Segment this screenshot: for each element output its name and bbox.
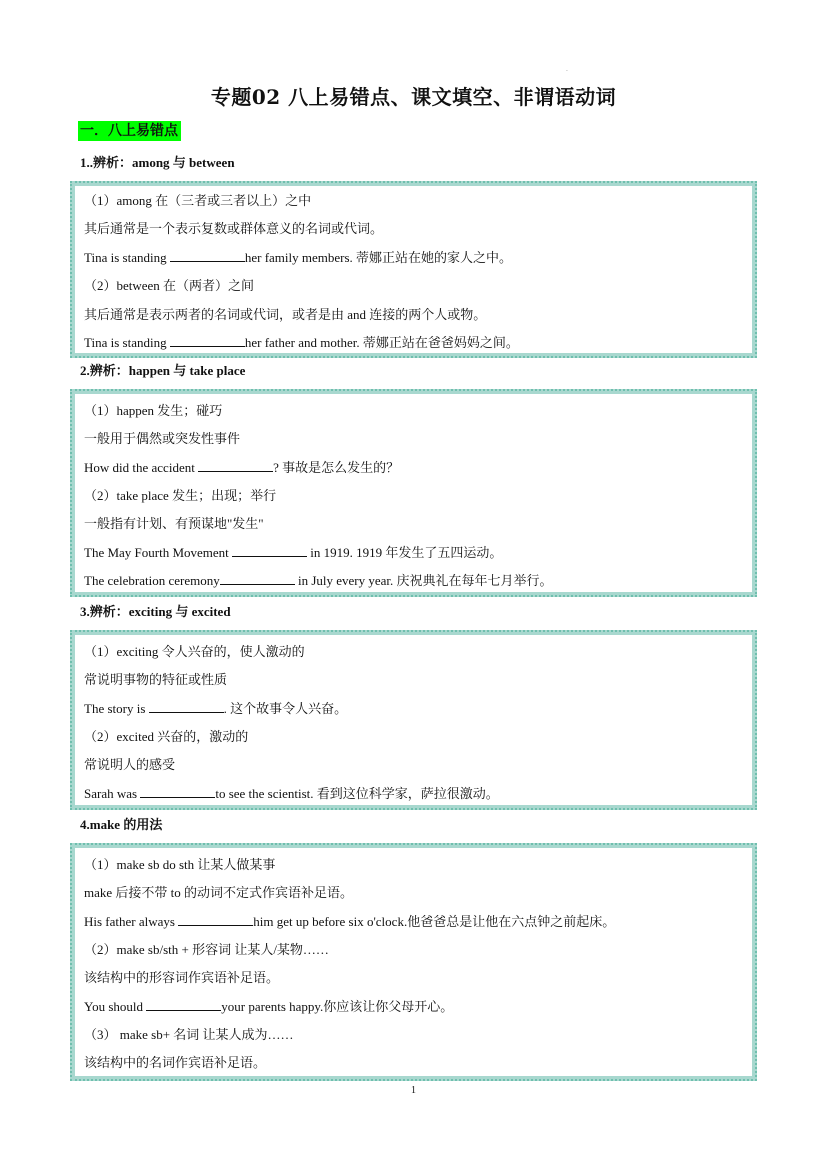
item-box-2 [70, 389, 757, 597]
item-line [84, 1024, 294, 1043]
item-line [84, 570, 553, 589]
item-line [84, 190, 311, 209]
line-text: How did the accident [84, 460, 199, 475]
line-text: in July every year. 庆祝典礼在每年七月举行。 [294, 573, 553, 588]
line-text: to see the scientist. 看到这位科学家，萨拉很激动。 [215, 786, 499, 801]
item-line [84, 275, 254, 294]
line-text: （3） make sb+ 名词 让某人成为…… [84, 1027, 294, 1042]
line-text: your parents happy.你应该让你父母开心。 [221, 999, 454, 1014]
line-text: Sarah was [84, 786, 141, 801]
item-line [84, 513, 264, 532]
item-line [84, 485, 276, 504]
line-text: ? 事故是怎么发生的？ [273, 460, 400, 475]
item-box-4 [70, 843, 757, 1081]
item-line [84, 428, 240, 447]
line-text: Tina is standing [84, 250, 170, 265]
line-text: her family members. 蒂娜正站在她的家人之中。 [244, 250, 513, 265]
item-line [84, 967, 279, 986]
item-line [84, 698, 347, 717]
line-text: The celebration ceremony [84, 573, 220, 588]
fill-in-blank[interactable] [170, 250, 245, 262]
line-text: in 1919. 1919 年发生了五四运动。 [307, 545, 503, 560]
line-text: The May Fourth Movement [84, 545, 233, 560]
line-text: （1）happen 发生；碰巧 [84, 403, 223, 418]
item-line [84, 1052, 266, 1071]
line-text: 一般指有计划、有预谋地"发生" [84, 516, 264, 531]
item-box-1 [70, 181, 757, 358]
item-line [84, 882, 353, 901]
fill-in-blank[interactable] [220, 573, 295, 585]
fill-in-blank[interactable] [146, 999, 221, 1011]
line-text: . 这个故事令人兴奋。 [223, 701, 348, 716]
section-heading: 一．八上易错点 [78, 121, 181, 141]
item-line [84, 304, 486, 323]
line-text: The story is [84, 701, 149, 716]
item-line [84, 939, 329, 958]
item-heading-3: 3.辨析：exciting 与 excited [80, 604, 231, 619]
item-line [84, 400, 222, 419]
line-text: You should [84, 999, 147, 1014]
line-text: her father and mother. 蒂娜正站在爸爸妈妈之间。 [244, 335, 519, 350]
line-text: His father always [84, 914, 179, 929]
fill-in-blank[interactable] [140, 786, 215, 798]
item-line [84, 996, 453, 1015]
item-line [84, 911, 615, 930]
line-text: make 后接不带 to 的动词不定式作宾语补足语。 [84, 885, 354, 900]
item-line [84, 726, 248, 745]
decorative-dot: . [566, 66, 568, 73]
line-text: 一般用于偶然或突发性事件 [84, 431, 241, 446]
line-text: （2）between 在（两者）之间 [84, 278, 255, 293]
line-text: （1）among 在（三者或三者以上）之中 [84, 193, 312, 208]
line-text: him get up before six o'clock.他爸爸总是让他在六点钟之前起床。 [253, 914, 616, 929]
item-box-3 [70, 630, 757, 810]
line-text: 该结构中的名词作宾语补足语。 [84, 1055, 267, 1070]
page-title: 专题02 八上易错点、课文填空、非谓语动词 [210, 85, 617, 109]
line-text: 该结构中的形容词作宾语补足语。 [84, 970, 280, 985]
line-text: （1）make sb do sth 让某人做某事 [84, 857, 276, 872]
item-heading-1: 1..辨析：among 与 between [80, 155, 235, 170]
line-text: 其后通常是表示两者的名词或代词，或者是由 and 连接的两个人或物。 [84, 307, 487, 322]
item-line [84, 332, 519, 351]
fill-in-blank[interactable] [178, 914, 253, 926]
item-line [84, 754, 175, 773]
line-text: （2）take place 发生；出现；举行 [84, 488, 277, 503]
item-line [84, 457, 399, 476]
line-text: 其后通常是一个表示复数或群体意义的名词或代词。 [84, 221, 384, 236]
item-line [84, 641, 305, 660]
item-line [84, 783, 499, 802]
fill-in-blank[interactable] [198, 460, 273, 472]
page-number: 1 [411, 1085, 416, 1096]
item-heading-2: 2.辨析：happen 与 take place [80, 363, 246, 378]
item-line [84, 669, 227, 688]
fill-in-blank[interactable] [232, 545, 307, 557]
line-text: （2）make sb/sth + 形容词 让某人/某物…… [84, 942, 329, 957]
item-heading-4: 4.make 的用法 [80, 817, 163, 832]
item-line [84, 854, 275, 873]
line-text: （1）exciting 令人兴奋的，使人激动的 [84, 644, 305, 659]
item-line [84, 218, 383, 237]
line-text: 常说明人的感受 [84, 757, 176, 772]
line-text: （2）excited 兴奋的，激动的 [84, 729, 249, 744]
line-text: Tina is standing [84, 335, 170, 350]
item-line [84, 247, 512, 266]
line-text: 常说明事物的特征或性质 [84, 672, 228, 687]
fill-in-blank[interactable] [149, 701, 224, 713]
fill-in-blank[interactable] [170, 335, 245, 347]
item-line [84, 542, 502, 561]
